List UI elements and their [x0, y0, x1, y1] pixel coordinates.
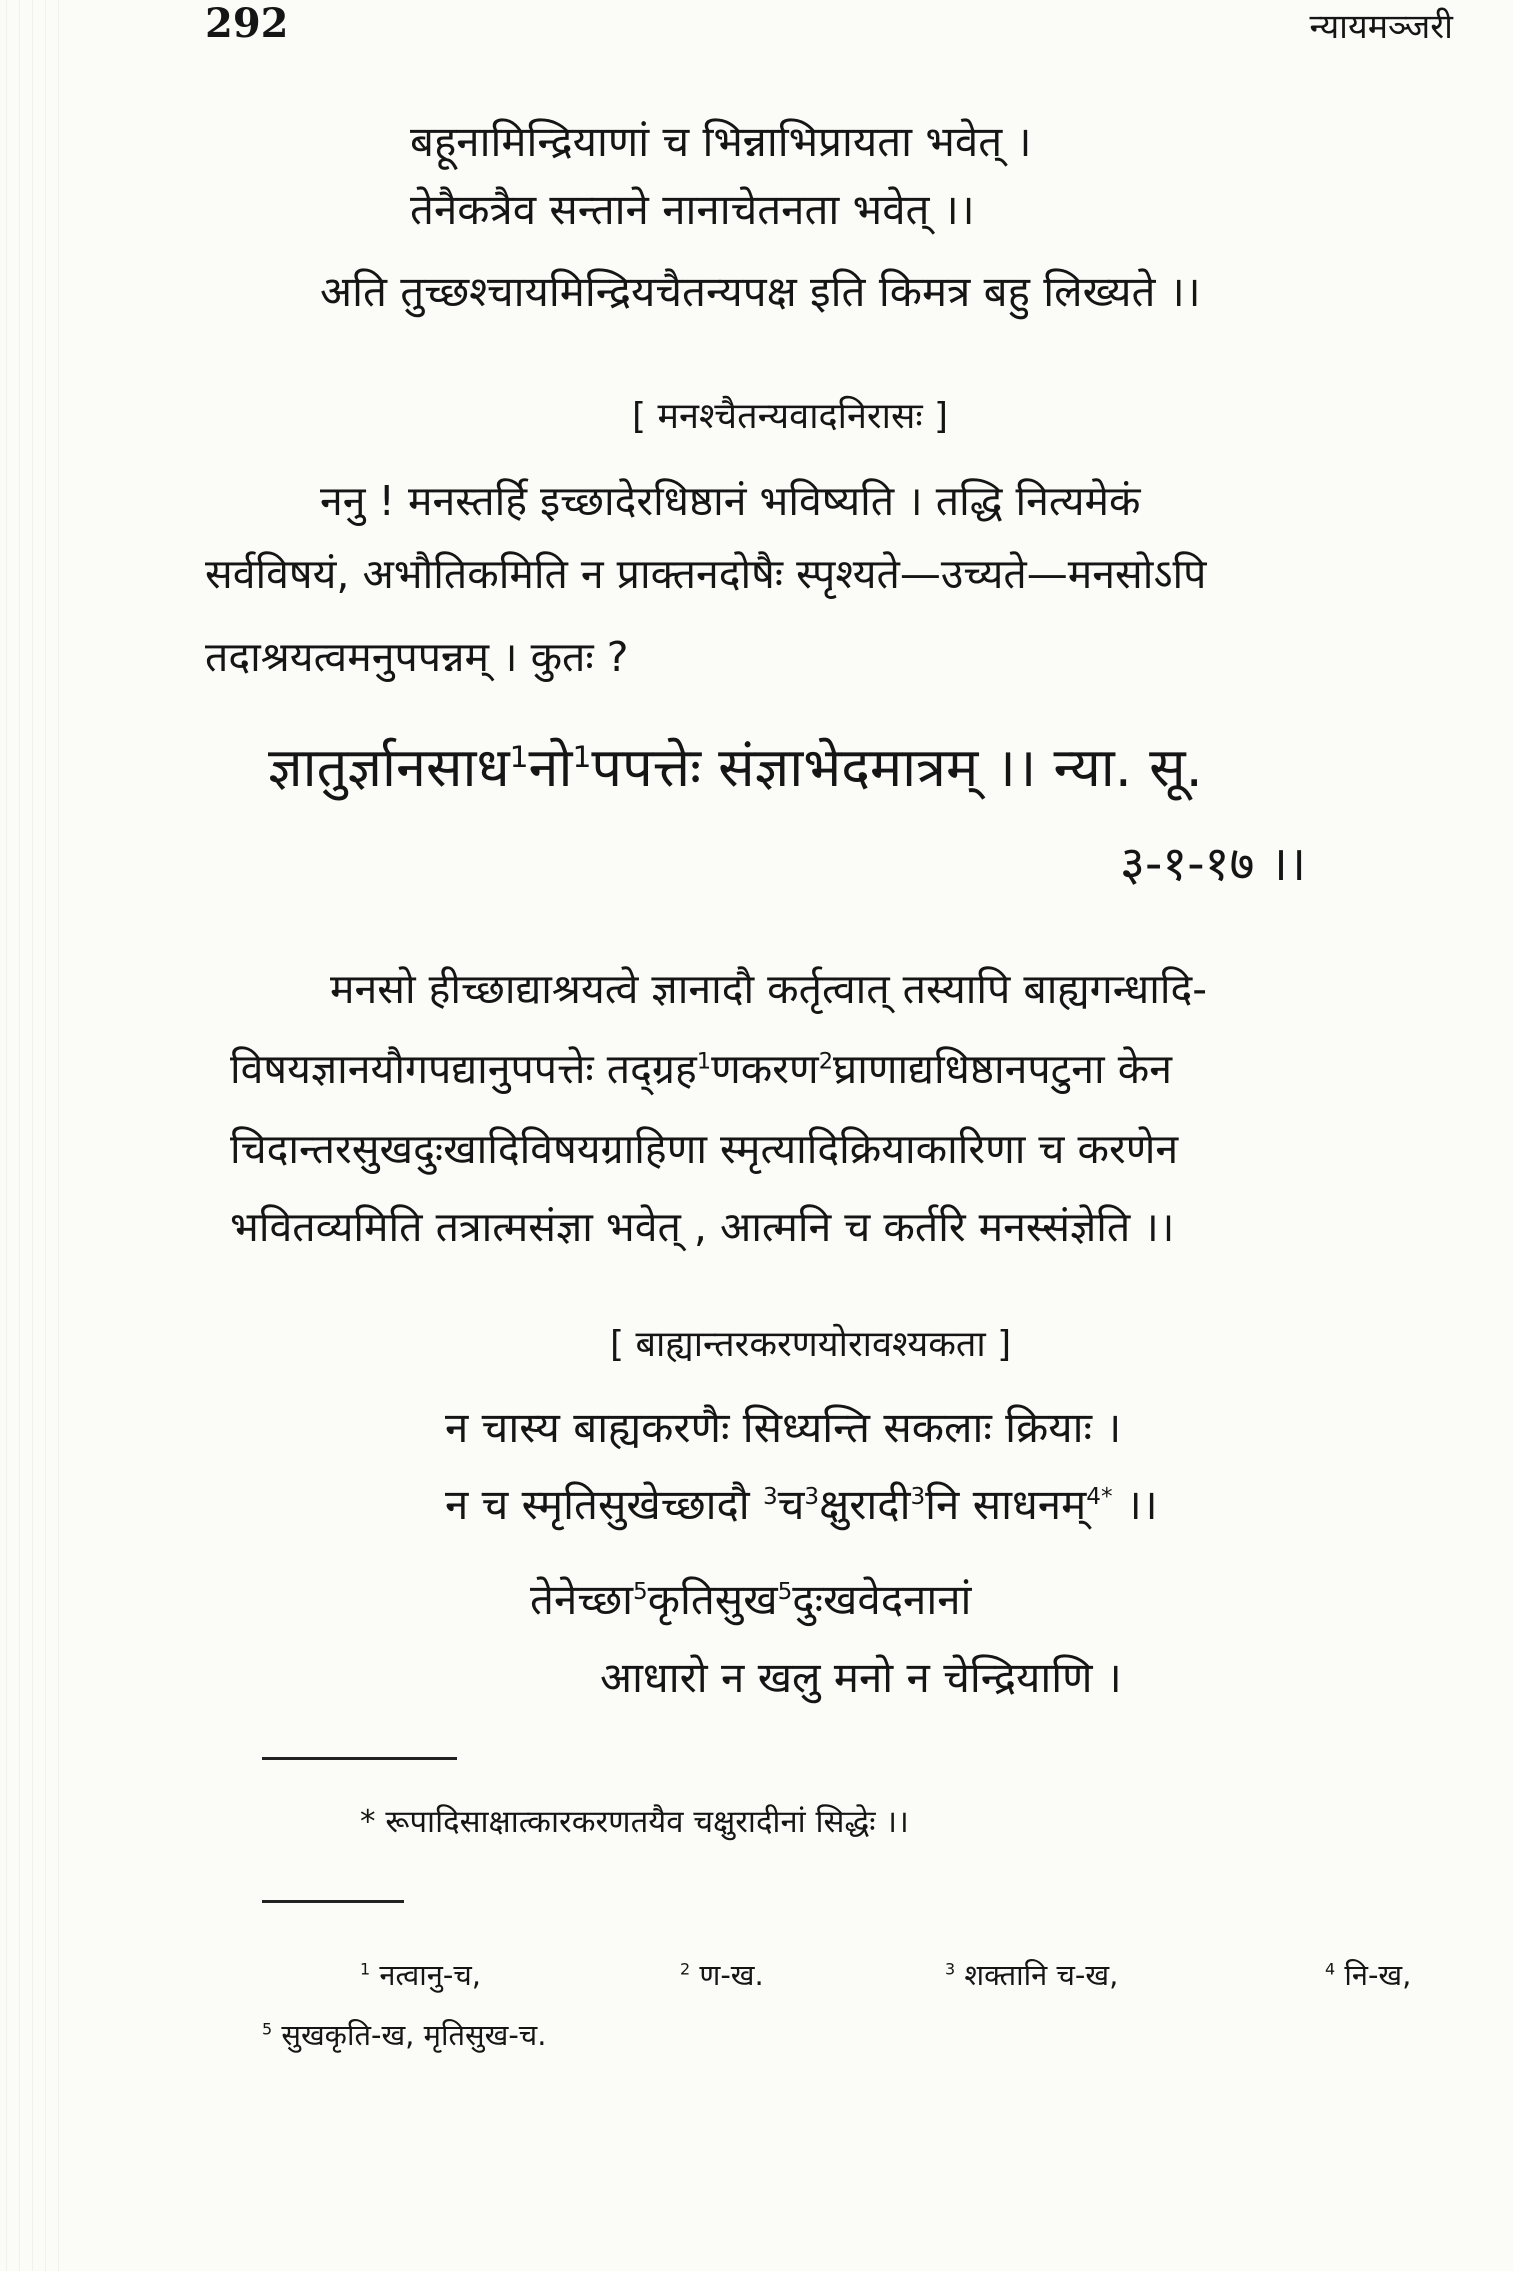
section-heading-1: [ मनश्चैतन्यवादनिरासः ]	[632, 396, 949, 437]
variant-4-number: 4	[1325, 1959, 1336, 1979]
running-title: न्यायमञ्जरी	[1309, 7, 1453, 47]
variant-2-text: ण-ख.	[699, 1958, 764, 1992]
variant-3-number: 3	[945, 1959, 956, 1979]
verse2-part-d: नि साधनम्	[925, 1480, 1087, 1529]
verse2-line1: न चास्य बाह्यकरणैः सिध्यन्ति सकलाः क्रियाः ।	[445, 1403, 1122, 1452]
variant-1-number: 1	[360, 1959, 371, 1979]
variant-marker: 2	[818, 1048, 834, 1075]
variant-5-number: 5	[262, 2019, 273, 2039]
verse1-line2: तेनैकत्रैव सन्ताने नानाचेतनता भवेत् ।।	[410, 185, 975, 234]
variant-marker: 4*	[1086, 1484, 1113, 1510]
conclusion-line: अति तुच्छश्चायमिन्द्रियचैतन्यपक्ष इति किमत्र बहु लिख्यते ।।	[320, 267, 1201, 316]
commentary-part-c: घ्राणाद्यधिष्ठानपटुना केन	[833, 1045, 1172, 1093]
variant-5-text: सुखकृति-ख, मृतिसुख-च.	[281, 2018, 547, 2052]
sutra-part-b: नो	[528, 736, 573, 799]
variant-marker: 5	[777, 1579, 793, 1605]
para1-line2: सर्वविषयं, अभौतिकमिति न प्राक्तनदोषैः स्पृश्यते—उच्यते—मनसोऽपि	[205, 550, 1207, 598]
variant-5	[262, 2015, 546, 2054]
variant-1	[360, 1955, 481, 1994]
variant-2-number: 2	[680, 1959, 691, 1979]
variant-4-text: नि-ख,	[1344, 1958, 1412, 1992]
variant-marker: 3	[763, 1484, 778, 1510]
commentary-part-a: विषयज्ञानयौगपद्यानुपपत्तेः तद्ग्रह	[230, 1045, 697, 1093]
commentary-part-b: णकरण	[711, 1045, 819, 1093]
variant-1-text: नत्वानु-च,	[379, 1958, 481, 1992]
para1-line3: तदाश्रयत्वमनुपपन्नम् । कुतः ?	[205, 633, 629, 681]
verse3-part-c: दुःखवेदनानां	[792, 1575, 972, 1624]
verse1-line1: बहूनामिन्द्रियाणां च भिन्नाभिप्रायता भवेत् ।	[410, 117, 1032, 166]
sutra-part-a: ज्ञातुर्ज्ञानसाध	[268, 736, 510, 799]
commentary-line3: चिदान्तरसुखदुःखादिविषयग्राहिणा स्मृत्यादिक्रियाकारिणा च करणेन	[230, 1125, 1179, 1173]
variant-3	[945, 1955, 1118, 1994]
sutra-line1	[268, 728, 1203, 802]
commentary-line4: भवितव्यमिति तत्रात्मसंज्ञा भवेत् , आत्मनि च कर्तरि मनस्संज्ञेति ।।	[230, 1203, 1175, 1251]
variants-rule	[262, 1900, 404, 1903]
verse3-line1	[530, 1570, 971, 1627]
footnote-rule	[262, 1757, 457, 1760]
verse3-line2: आधारो न खलु मनो न चेन्द्रियाणि ।	[600, 1653, 1122, 1702]
variant-4	[1325, 1955, 1411, 1994]
sutra-part-c: पपत्तेः संज्ञाभेदमात्रम् ।। न्या. सू.	[591, 736, 1203, 799]
variant-2	[680, 1955, 764, 1994]
verse2-part-c: क्षुरादी	[819, 1480, 911, 1529]
page-number: 292	[205, 0, 289, 47]
variant-marker: 5	[633, 1579, 648, 1605]
variant-marker: 1	[696, 1048, 712, 1075]
variant-marker: 3	[804, 1484, 820, 1510]
commentary-line2	[230, 1040, 1172, 1096]
variant-marker: 1	[572, 740, 592, 775]
variant-3-text: शक्तानि च-ख,	[964, 1958, 1119, 1992]
verse2-part-e: ।।	[1112, 1480, 1158, 1529]
variant-marker: 3	[910, 1484, 926, 1510]
verse2-part-a: न च स्मृतिसुखेच्छादौ	[445, 1480, 750, 1529]
verse3-part-b: कृतिसुख	[647, 1575, 778, 1624]
variant-marker: 1	[509, 740, 529, 775]
commentary-line1: मनसो हीच्छाद्याश्रयत्वे ज्ञानादौ कर्तृत्वात् तस्यापि बाह्यगन्धादि-	[330, 965, 1208, 1013]
section-heading-2: [ बाह्यान्तरकरणयोरावश्यकता ]	[610, 1324, 1012, 1365]
para1-line1: ननु ! मनस्तर्हि इच्छादेरधिष्ठानं भविष्यति । तद्धि नित्यमेकं	[320, 477, 1141, 525]
verse2-line2	[445, 1475, 1158, 1532]
verse2-part-b: च	[777, 1480, 805, 1529]
verse3-part-a: तेनेच्छा	[530, 1575, 634, 1624]
scan-gutter	[0, 0, 70, 2271]
footnote-star: * रूपादिसाक्षात्कारकरणतयैव चक्षुरादीनां सिद्धेः ।।	[360, 1804, 909, 1840]
sutra-reference: ३-१-१७ ।।	[1120, 836, 1307, 892]
